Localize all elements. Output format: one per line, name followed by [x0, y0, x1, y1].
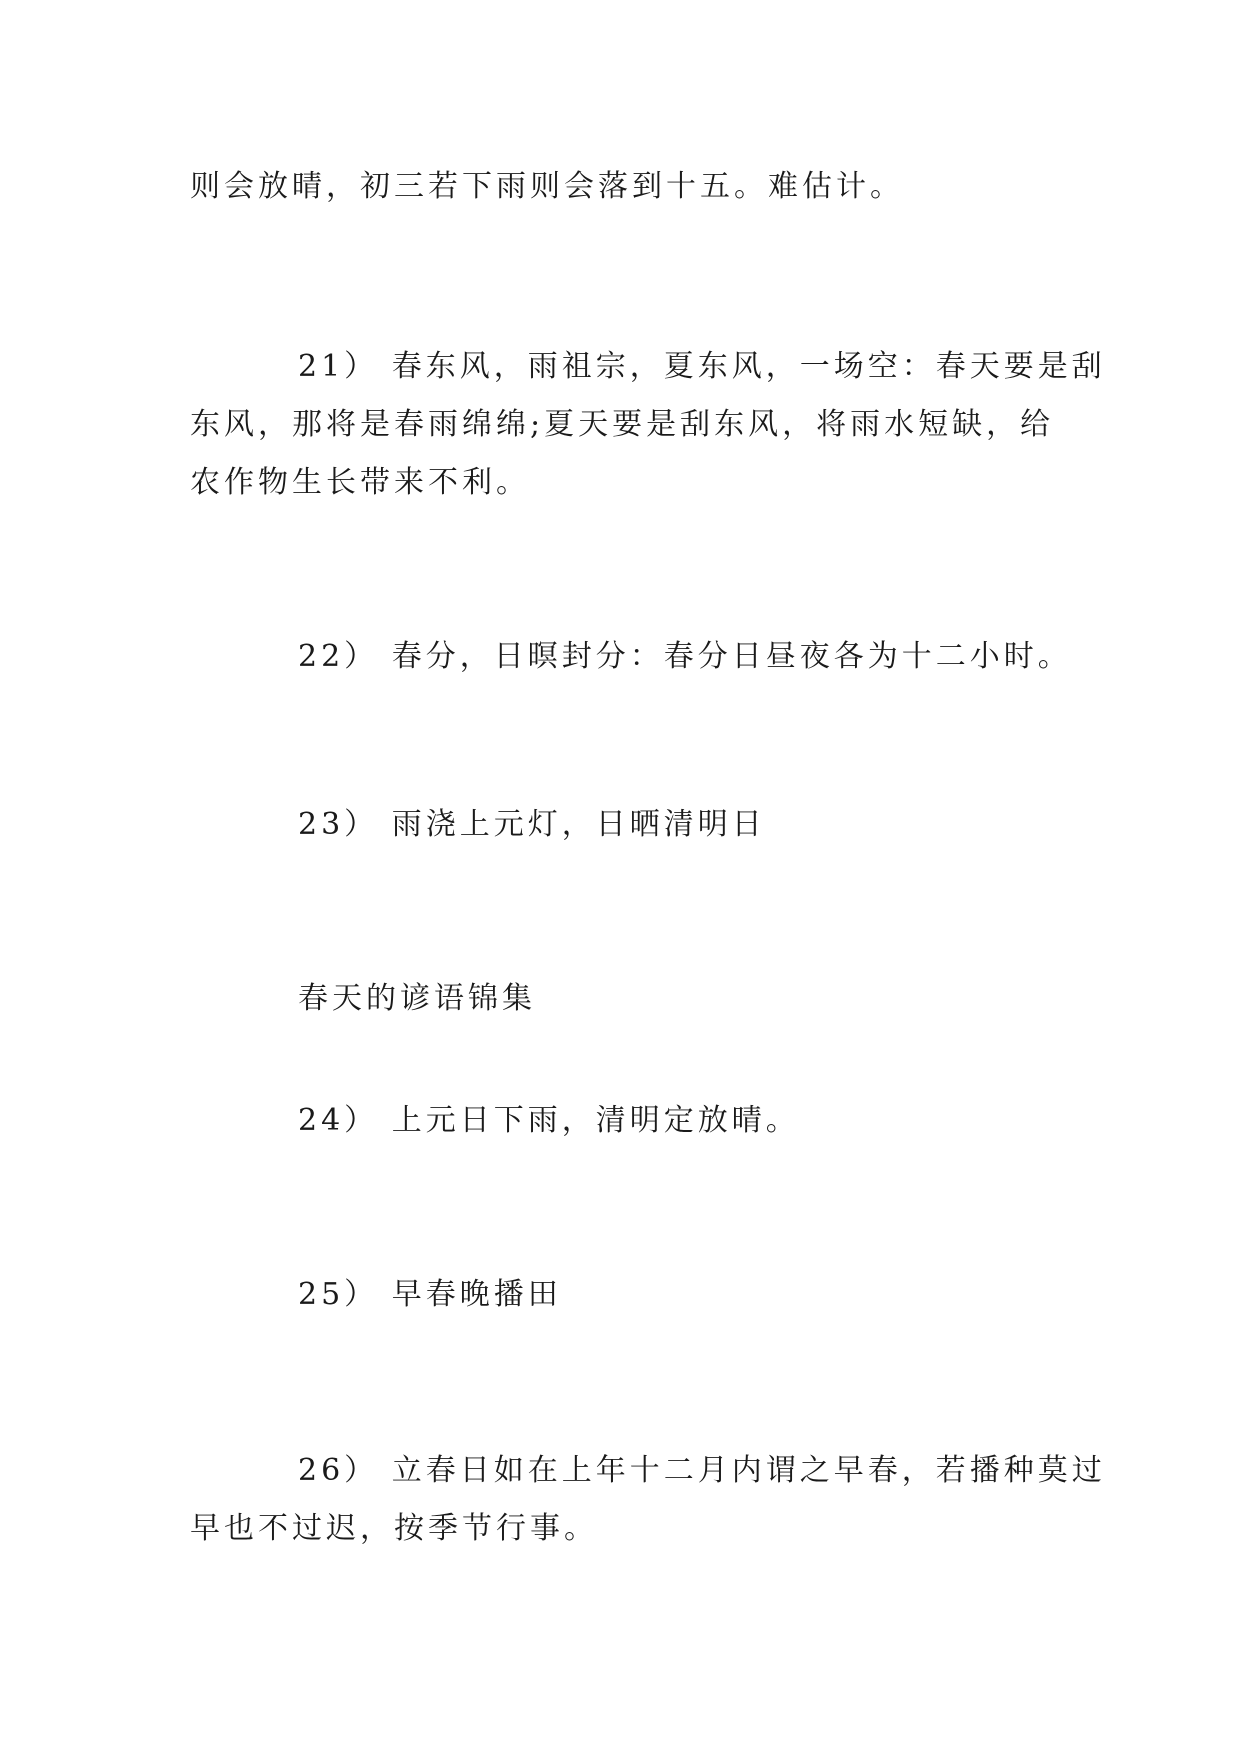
text-line: 26） 立春日如在上年十二月内谓之早春，若播种莫过 — [298, 1453, 1106, 1488]
paragraph-25 — [298, 1266, 1055, 1324]
paragraph-24 — [298, 1092, 1055, 1150]
text-line: 22） 春分，日暝封分：春分日昼夜各为十二小时。 — [298, 639, 1072, 674]
paragraph-22 — [298, 628, 1072, 686]
text-line: 23） 雨浇上元灯，日晒清明日 — [298, 807, 766, 842]
text-line: 则会放晴，初三若下雨则会落到十五。难估计。 — [190, 169, 904, 204]
text-line: 24） 上元日下雨，清明定放晴。 — [298, 1103, 800, 1138]
text-line: 东风，那将是春雨绵绵;夏天要是刮东风，将雨水短缺，给 — [190, 407, 1055, 442]
text-line: 春天的谚语锦集 — [298, 981, 536, 1016]
text-line: 农作物生长带来不利。 — [190, 465, 530, 500]
section-heading — [298, 970, 1055, 1028]
text-line: 25） 早春晚播田 — [298, 1277, 562, 1312]
text-line: 21） 春东风，雨祖宗，夏东风，一场空：春天要是刮 — [298, 349, 1106, 384]
text-line: 早也不过迟，按季节行事。 — [190, 1511, 598, 1546]
paragraph-23 — [298, 796, 1055, 854]
paragraph-continuation — [190, 158, 1055, 216]
